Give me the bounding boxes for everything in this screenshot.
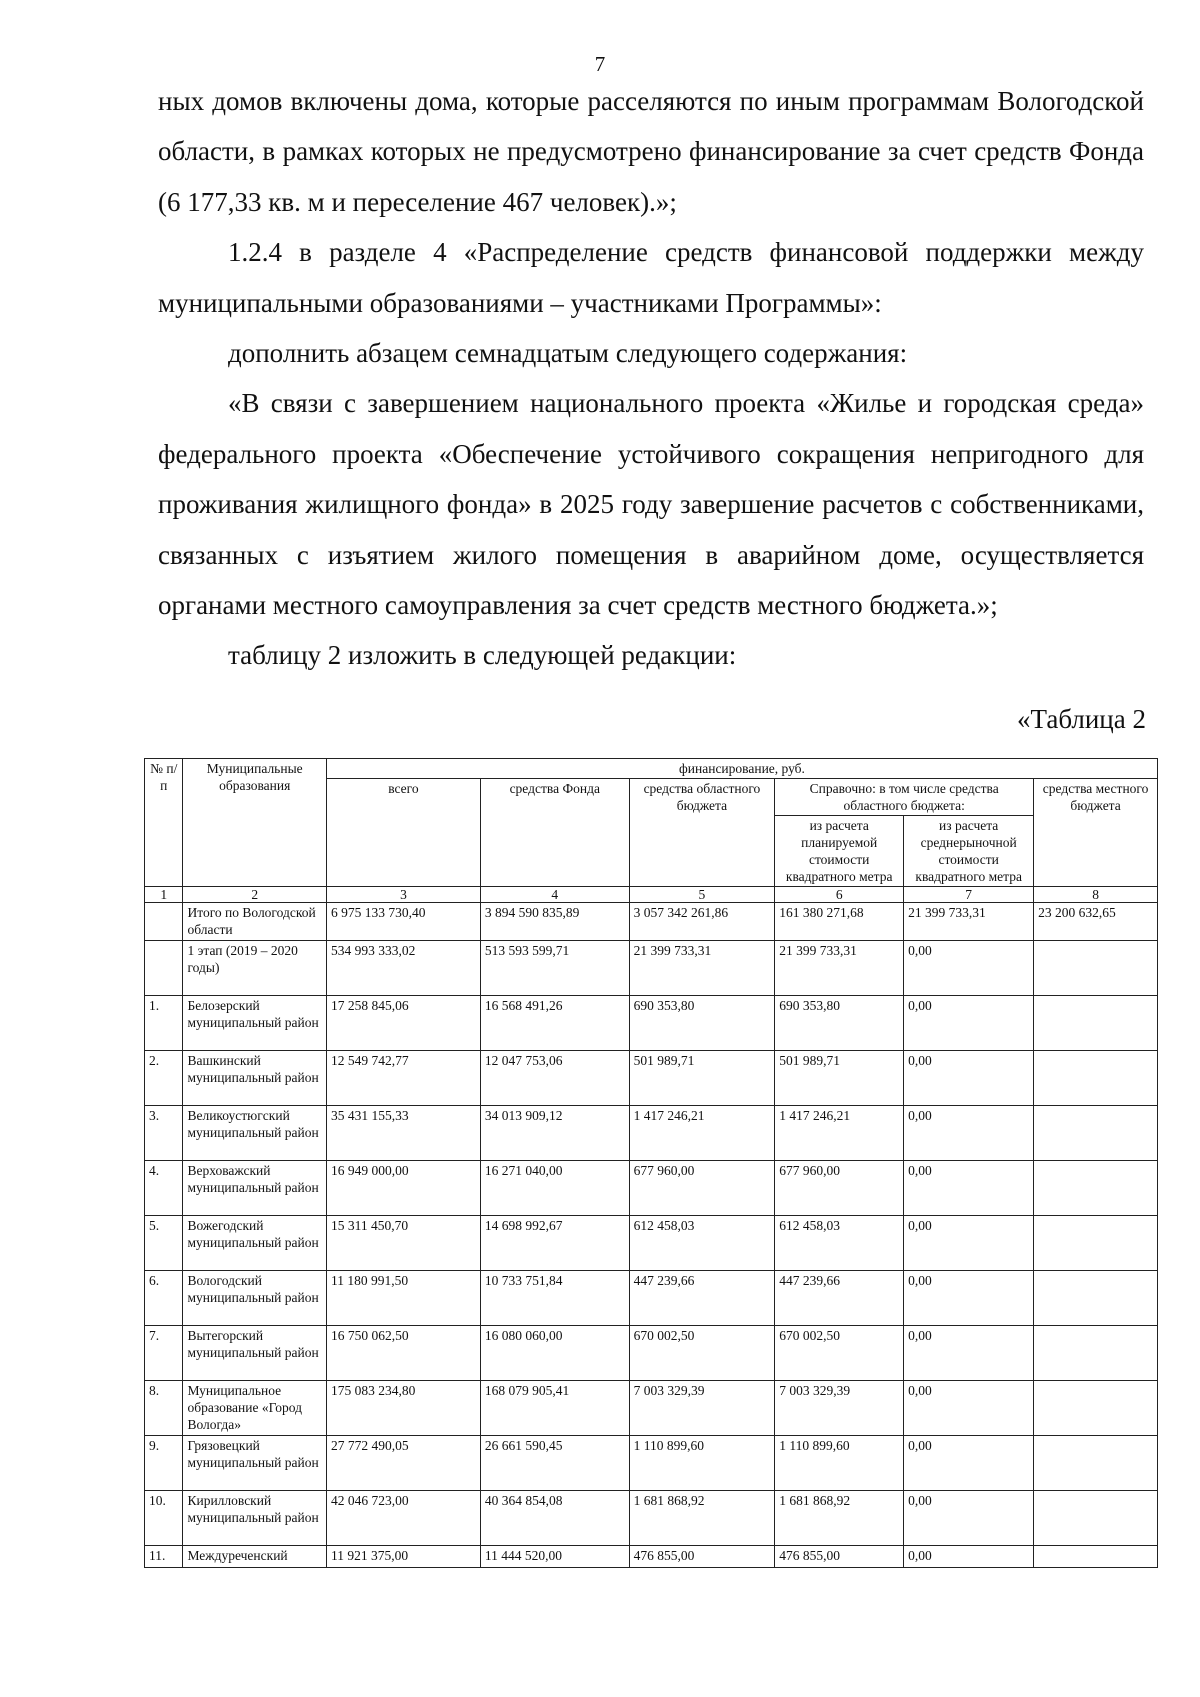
average-value: 0,00 (904, 1436, 1034, 1491)
total-value: 11 921 375,00 (326, 1546, 480, 1568)
fund-value: 16 271 040,00 (480, 1161, 629, 1216)
regional-value: 21 399 733,31 (629, 941, 775, 996)
fund-value: 26 661 590,45 (480, 1436, 629, 1491)
total-value: 11 180 991,50 (326, 1271, 480, 1326)
planned-value: 21 399 733,31 (775, 941, 904, 996)
fund-value: 14 698 992,67 (480, 1216, 629, 1271)
total-value: 15 311 450,70 (326, 1216, 480, 1271)
average-value: 0,00 (904, 1271, 1034, 1326)
row-number: 3. (145, 1106, 183, 1161)
average-value: 0,00 (904, 1051, 1034, 1106)
fund-value: 10 733 751,84 (480, 1271, 629, 1326)
header-planned: из расчета планируемой стоимости квадратного метра (775, 816, 904, 887)
column-number: 4 (480, 887, 629, 903)
fund-value: 168 079 905,41 (480, 1381, 629, 1436)
table-row (145, 1106, 1158, 1161)
municipality-name: Вожегодский муниципальный район (183, 1216, 327, 1271)
planned-value: 1 417 246,21 (775, 1106, 904, 1161)
row-number (145, 903, 183, 941)
average-value: 0,00 (904, 1216, 1034, 1271)
row-number: 10. (145, 1491, 183, 1546)
column-number: 5 (629, 887, 775, 903)
local-value (1034, 1216, 1158, 1271)
table-row (145, 1436, 1158, 1491)
fund-value: 12 047 753,06 (480, 1051, 629, 1106)
local-value (1034, 1106, 1158, 1161)
regional-value: 1 110 899,60 (629, 1436, 775, 1491)
fund-value: 513 593 599,71 (480, 941, 629, 996)
average-value: 0,00 (904, 1381, 1034, 1436)
municipality-name: Кирилловский муниципальный район (183, 1491, 327, 1546)
table-row (145, 903, 1158, 941)
page-number: 7 (594, 52, 606, 76)
paragraph-quote: «В связи с завершением национального проекта «Жилье и городская среда» федерального проекта «Обеспечение устойчивого сокращения непригодного для проживания жилищного фонда» в 2025 году завершение расчетов с собственниками, связанных с изъятием жилого помещения в аварийном доме, осуществляется органами местного самоуправления за счет средств местного бюджета.»; (158, 388, 1144, 621)
body-text (158, 76, 1144, 681)
table-body (145, 903, 1158, 1568)
planned-value: 1 681 868,92 (775, 1491, 904, 1546)
average-value: 0,00 (904, 1491, 1034, 1546)
total-value: 534 993 333,02 (326, 941, 480, 996)
table-caption: «Таблица 2 (1017, 704, 1146, 734)
fund-value: 3 894 590 835,89 (480, 903, 629, 941)
average-value: 0,00 (904, 996, 1034, 1051)
average-value: 0,00 (904, 1106, 1034, 1161)
row-number: 2. (145, 1051, 183, 1106)
table-row (145, 1216, 1158, 1271)
paragraph-section-4: 1.2.4 в разделе 4 «Распределение средств финансовой поддержки между муниципальными образованиями – участниками Программы»: (158, 237, 1144, 318)
municipality-name: Вашкинский муниципальный район (183, 1051, 327, 1106)
header-municipality: Муниципальные образования (183, 759, 327, 887)
municipality-name: Верховажский муниципальный район (183, 1161, 327, 1216)
local-value (1034, 1381, 1158, 1436)
row-number: 1. (145, 996, 183, 1051)
planned-value: 161 380 271,68 (775, 903, 904, 941)
column-number: 2 (183, 887, 327, 903)
regional-value: 670 002,50 (629, 1326, 775, 1381)
column-numbers-row (145, 887, 1158, 903)
row-number: 4. (145, 1161, 183, 1216)
planned-value: 612 458,03 (775, 1216, 904, 1271)
table-row (145, 1381, 1158, 1436)
paragraph-add-clause: дополнить абзацем семнадцатым следующего содержания: (228, 338, 908, 369)
header-average: из расчета среднерыночной стоимости квадратного метра (904, 816, 1034, 887)
table-row (145, 1271, 1158, 1326)
total-value: 12 549 742,77 (326, 1051, 480, 1106)
header-num: № п/п (145, 759, 183, 887)
regional-value: 677 960,00 (629, 1161, 775, 1216)
regional-value: 690 353,80 (629, 996, 775, 1051)
regional-value: 3 057 342 261,86 (629, 903, 775, 941)
fund-value: 16 080 060,00 (480, 1326, 629, 1381)
planned-value: 670 002,50 (775, 1326, 904, 1381)
header-financing: финансирование, руб. (326, 759, 1157, 779)
fund-value: 34 013 909,12 (480, 1106, 629, 1161)
municipality-name: Итого по Вологодской области (183, 903, 327, 941)
fund-value: 40 364 854,08 (480, 1491, 629, 1546)
total-value: 6 975 133 730,40 (326, 903, 480, 941)
paragraph-continuation: ных домов включены дома, которые расселяются по иным программам Вологодской области, в рамках которых не предусмотрено финансирование за счет средств Фонда (6 177,33 кв. м и переселение 467 человек).»; (158, 86, 1144, 217)
average-value: 21 399 733,31 (904, 903, 1034, 941)
header-total: всего (326, 779, 480, 887)
row-number: 6. (145, 1271, 183, 1326)
average-value: 0,00 (904, 1546, 1034, 1568)
table-row (145, 941, 1158, 996)
local-value (1034, 1326, 1158, 1381)
regional-value: 1 417 246,21 (629, 1106, 775, 1161)
total-value: 35 431 155,33 (326, 1106, 480, 1161)
municipality-name: Великоустюгский муниципальный район (183, 1106, 327, 1161)
financing-table (144, 758, 1158, 1568)
average-value: 0,00 (904, 1161, 1034, 1216)
column-number: 8 (1034, 887, 1158, 903)
planned-value: 476 855,00 (775, 1546, 904, 1568)
header-reference: Справочно: в том числе средства областного бюджета: (775, 779, 1034, 816)
regional-value: 476 855,00 (629, 1546, 775, 1568)
column-number: 7 (904, 887, 1034, 903)
municipality-name: 1 этап (2019 – 2020 годы) (183, 941, 327, 996)
planned-value: 501 989,71 (775, 1051, 904, 1106)
header-local: средства местного бюджета (1034, 779, 1158, 887)
local-value (1034, 1161, 1158, 1216)
row-number: 7. (145, 1326, 183, 1381)
table-row (145, 1161, 1158, 1216)
header-regional: средства областного бюджета (629, 779, 775, 887)
column-number: 6 (775, 887, 904, 903)
table-row (145, 1491, 1158, 1546)
total-value: 42 046 723,00 (326, 1491, 480, 1546)
row-number: 9. (145, 1436, 183, 1491)
average-value: 0,00 (904, 1326, 1034, 1381)
table-row (145, 1051, 1158, 1106)
table-row (145, 996, 1158, 1051)
table-row (145, 1326, 1158, 1381)
planned-value: 1 110 899,60 (775, 1436, 904, 1491)
local-value (1034, 1491, 1158, 1546)
local-value: 23 200 632,65 (1034, 903, 1158, 941)
planned-value: 690 353,80 (775, 996, 904, 1051)
planned-value: 677 960,00 (775, 1161, 904, 1216)
total-value: 27 772 490,05 (326, 1436, 480, 1491)
local-value (1034, 1271, 1158, 1326)
regional-value: 501 989,71 (629, 1051, 775, 1106)
fund-value: 16 568 491,26 (480, 996, 629, 1051)
average-value: 0,00 (904, 941, 1034, 996)
total-value: 175 083 234,80 (326, 1381, 480, 1436)
row-number: 5. (145, 1216, 183, 1271)
paragraph-table-intro: таблицу 2 изложить в следующей редакции: (228, 640, 737, 671)
planned-value: 447 239,66 (775, 1271, 904, 1326)
column-number: 1 (145, 887, 183, 903)
total-value: 16 750 062,50 (326, 1326, 480, 1381)
regional-value: 1 681 868,92 (629, 1491, 775, 1546)
row-number: 11. (145, 1546, 183, 1568)
table-row (145, 1546, 1158, 1568)
fund-value: 11 444 520,00 (480, 1546, 629, 1568)
total-value: 17 258 845,06 (326, 996, 480, 1051)
municipality-name: Вытегорский муниципальный район (183, 1326, 327, 1381)
municipality-name: Муниципальное образование «Город Вологда» (183, 1381, 327, 1436)
regional-value: 7 003 329,39 (629, 1381, 775, 1436)
local-value (1034, 1436, 1158, 1491)
municipality-name: Вологодский муниципальный район (183, 1271, 327, 1326)
row-number: 8. (145, 1381, 183, 1436)
local-value (1034, 941, 1158, 996)
header-fund: средства Фонда (480, 779, 629, 887)
municipality-name: Грязовецкий муниципальный район (183, 1436, 327, 1491)
municipality-name: Междуреченский (183, 1546, 327, 1568)
regional-value: 447 239,66 (629, 1271, 775, 1326)
planned-value: 7 003 329,39 (775, 1381, 904, 1436)
local-value (1034, 1546, 1158, 1568)
regional-value: 612 458,03 (629, 1216, 775, 1271)
row-number (145, 941, 183, 996)
column-number: 3 (326, 887, 480, 903)
local-value (1034, 1051, 1158, 1106)
total-value: 16 949 000,00 (326, 1161, 480, 1216)
local-value (1034, 996, 1158, 1051)
municipality-name: Белозерский муниципальный район (183, 996, 327, 1051)
